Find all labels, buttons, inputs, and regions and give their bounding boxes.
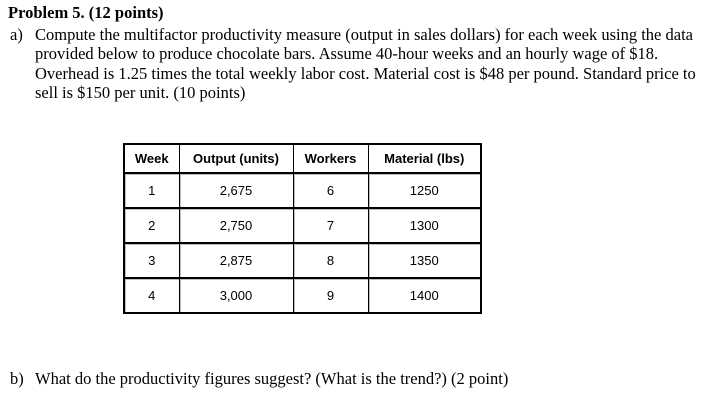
- cell-output: 2,750: [179, 208, 293, 243]
- part-a-text: Compute the multifactor productivity measure (output in sales dollars) for each week using the data provided below to produce chocolate bars. Assume 40-hour weeks and an hourly wage of $18. Overhead is 1.25 times the total weekly labor cost. Material cost is $48 per pound. Standard price to sell is $150 per unit. (10 points): [35, 25, 696, 103]
- cell-material: 1350: [368, 243, 481, 278]
- part-a-question: [10, 25, 700, 103]
- header-week: Week: [124, 144, 179, 173]
- problem-title: Problem 5. (12 points): [8, 3, 164, 22]
- header-material: Material (lbs): [368, 144, 481, 173]
- production-data-table: [123, 143, 482, 314]
- cell-week: 4: [124, 278, 179, 313]
- table-row: [124, 278, 481, 313]
- header-workers: Workers: [293, 144, 368, 173]
- table-header-row: [124, 144, 481, 173]
- cell-workers: 8: [293, 243, 368, 278]
- header-output: Output (units): [179, 144, 293, 173]
- table-row: [124, 243, 481, 278]
- cell-workers: 9: [293, 278, 368, 313]
- cell-output: 2,675: [179, 173, 293, 208]
- cell-material: 1400: [368, 278, 481, 313]
- part-b-label: b): [10, 369, 24, 388]
- part-a-label: a): [10, 25, 23, 44]
- part-b-question: [10, 369, 508, 389]
- cell-week: 3: [124, 243, 179, 278]
- cell-output: 3,000: [179, 278, 293, 313]
- part-b-text: What do the productivity figures suggest? (What is the trend?) (2 point): [35, 369, 509, 388]
- cell-output: 2,875: [179, 243, 293, 278]
- table-row: [124, 208, 481, 243]
- cell-week: 1: [124, 173, 179, 208]
- cell-workers: 6: [293, 173, 368, 208]
- table-row: [124, 173, 481, 208]
- cell-material: 1300: [368, 208, 481, 243]
- cell-workers: 7: [293, 208, 368, 243]
- cell-material: 1250: [368, 173, 481, 208]
- cell-week: 2: [124, 208, 179, 243]
